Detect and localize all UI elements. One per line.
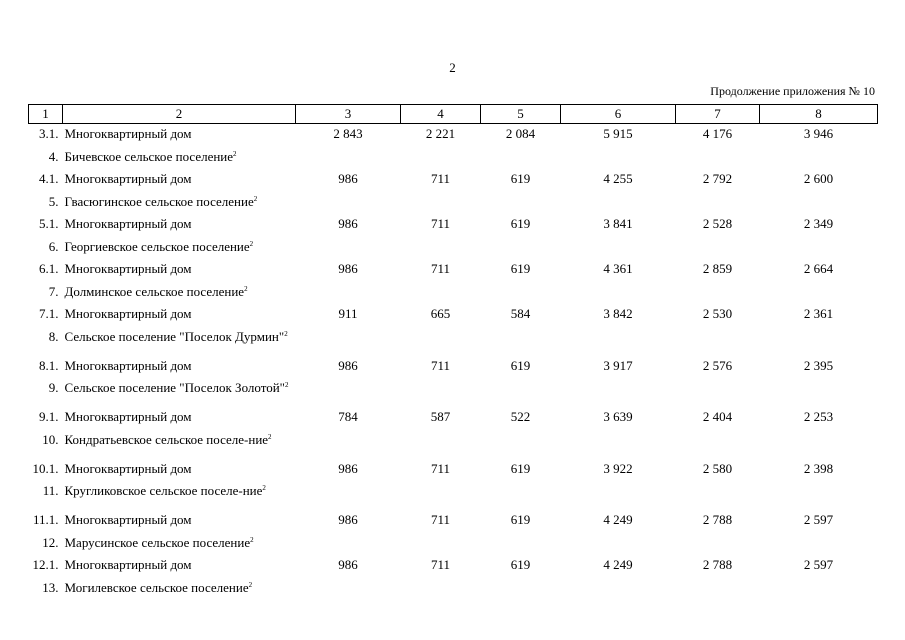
value-col-4: 711 xyxy=(430,512,451,527)
value-col-5: 619 xyxy=(510,460,531,476)
value-col-8 xyxy=(760,282,878,305)
row-name: Многоквартирный дом xyxy=(64,171,192,186)
row-name: Многоквартирный дом xyxy=(64,357,192,373)
footnote-mark: 2 xyxy=(285,381,289,389)
footnote-mark: 2 xyxy=(262,484,266,492)
value-col-5: 2 084 xyxy=(505,126,536,141)
row-number: 3.1. xyxy=(39,126,59,141)
value-col-8 xyxy=(760,481,878,510)
value-col-4: 711 xyxy=(430,261,451,276)
row-name: Многоквартирный дом xyxy=(64,126,192,141)
value-col-3: 784 xyxy=(338,409,358,424)
row-number: 7. xyxy=(48,283,59,299)
row-name-cell xyxy=(63,259,296,282)
row-name: Многоквартирный дом xyxy=(64,409,192,424)
value-col-3 xyxy=(296,378,401,407)
value-col-6: 3 639 xyxy=(603,409,633,424)
footnote-mark: 2 xyxy=(248,580,253,589)
value-col-7: 2 530 xyxy=(702,306,733,321)
value-col-6: 3 917 xyxy=(603,357,633,373)
value-col-5 xyxy=(481,192,561,215)
footnote-mark: 2 xyxy=(233,149,237,158)
footnote-mark: 2 xyxy=(284,329,288,338)
value-col-3 xyxy=(296,282,401,305)
value-col-8 xyxy=(760,327,878,356)
value-col-7 xyxy=(676,192,760,215)
footnote-mark: 2 xyxy=(249,239,254,248)
value-col-7 xyxy=(676,147,760,170)
value-col-8 xyxy=(760,147,878,170)
value-col-8 xyxy=(760,192,878,215)
value-col-6: 5 915 xyxy=(603,126,633,141)
value-col-7: 2 404 xyxy=(702,409,733,424)
header-cell: 7 xyxy=(676,105,760,124)
table-row xyxy=(29,430,878,459)
row-number: 9. xyxy=(48,380,59,395)
value-col-4: 711 xyxy=(430,557,451,572)
row-number: 6. xyxy=(48,238,59,254)
value-col-8: 2 664 xyxy=(803,261,834,276)
row-name-cell xyxy=(63,147,296,170)
value-col-7 xyxy=(676,327,760,356)
value-col-3 xyxy=(296,327,401,356)
table-row xyxy=(29,259,878,282)
value-col-3 xyxy=(296,578,401,601)
row-number: 6.1. xyxy=(39,261,59,276)
row-name-cell xyxy=(63,356,296,379)
value-col-4 xyxy=(401,430,481,459)
value-col-4: 665 xyxy=(430,306,451,321)
value-col-4: 711 xyxy=(430,171,451,186)
row-name-cell xyxy=(63,237,296,260)
row-name: Марусинское сельское поселение xyxy=(64,534,251,550)
value-col-7: 4 176 xyxy=(702,126,733,141)
value-col-6: 4 361 xyxy=(603,261,633,276)
value-col-4 xyxy=(401,378,481,407)
table-row xyxy=(29,169,878,192)
row-number: 13. xyxy=(42,579,59,595)
row-number: 12.1. xyxy=(32,557,59,572)
row-name-cell xyxy=(63,124,296,147)
value-col-5: 619 xyxy=(510,171,531,186)
table-row xyxy=(29,214,878,237)
row-name: Многоквартирный дом xyxy=(64,512,192,527)
row-name-cell xyxy=(63,214,296,237)
value-col-6: 4 255 xyxy=(603,171,633,186)
value-col-5 xyxy=(481,378,561,407)
row-number: 5.1. xyxy=(39,216,59,231)
value-col-3 xyxy=(296,237,401,260)
row-name-cell xyxy=(63,578,296,601)
value-col-3 xyxy=(296,147,401,170)
value-col-3 xyxy=(296,192,401,215)
value-col-8 xyxy=(760,378,878,407)
value-col-7 xyxy=(676,430,760,459)
row-name: Бичевское сельское поселение xyxy=(64,148,234,164)
row-number: 4.1. xyxy=(39,171,59,186)
row-number: 9.1. xyxy=(39,409,59,424)
row-name-cell xyxy=(63,327,296,356)
value-col-7: 2 528 xyxy=(702,216,733,231)
value-col-4 xyxy=(401,578,481,601)
value-col-5 xyxy=(481,282,561,305)
value-col-5 xyxy=(481,430,561,459)
value-col-5: 619 xyxy=(510,216,531,231)
footnote-mark: 2 xyxy=(268,432,272,441)
value-col-6 xyxy=(561,378,676,407)
row-name-cell xyxy=(63,169,296,192)
row-name: Сельское поселение "Поселок Дурмин" xyxy=(64,328,285,344)
value-col-4 xyxy=(401,237,481,260)
value-col-3: 986 xyxy=(338,557,358,572)
table-row xyxy=(29,510,878,533)
row-name: Кругликовское сельское поселе-ние xyxy=(64,483,263,498)
value-col-8 xyxy=(760,237,878,260)
row-name: Многоквартирный дом xyxy=(64,557,192,572)
value-col-8: 2 597 xyxy=(803,557,834,572)
value-col-3 xyxy=(296,533,401,556)
row-name: Сельское поселение "Поселок Золотой" xyxy=(64,380,285,395)
value-col-3: 986 xyxy=(338,357,358,373)
value-col-8: 3 946 xyxy=(803,126,834,141)
continuation-label: Продолжение приложения № 10 xyxy=(710,84,875,98)
value-col-5 xyxy=(481,481,561,510)
table-row xyxy=(29,147,878,170)
header-cell: 2 xyxy=(63,105,296,124)
value-col-6 xyxy=(561,327,676,356)
value-col-8: 2 395 xyxy=(803,357,834,373)
row-name: Могилевское сельское поселение xyxy=(64,579,249,595)
table-row xyxy=(29,237,878,260)
table-row xyxy=(29,481,878,510)
header-cell: 5 xyxy=(481,105,561,124)
value-col-3: 986 xyxy=(338,171,358,186)
row-name-cell xyxy=(63,192,296,215)
value-col-5 xyxy=(481,578,561,601)
value-col-7: 2 580 xyxy=(702,460,733,476)
value-col-4 xyxy=(401,192,481,215)
value-col-7: 2 792 xyxy=(702,171,733,186)
row-name: Многоквартирный дом xyxy=(64,261,192,276)
value-col-7 xyxy=(676,481,760,510)
value-col-4 xyxy=(401,147,481,170)
value-col-4 xyxy=(401,481,481,510)
row-name-cell xyxy=(63,430,296,459)
value-col-6 xyxy=(561,578,676,601)
value-col-3: 2 843 xyxy=(333,126,363,141)
table-row xyxy=(29,578,878,601)
table-row xyxy=(29,378,878,407)
table-row xyxy=(29,407,878,430)
row-name: Кондратьевское сельское поселе-ние xyxy=(64,431,269,447)
value-col-8: 2 349 xyxy=(803,216,834,231)
footnote-mark: 2 xyxy=(253,194,258,203)
row-name: Долминское сельское поселение xyxy=(64,283,245,299)
footnote-mark: 2 xyxy=(250,535,254,544)
table-row xyxy=(29,459,878,482)
footnote-mark: 2 xyxy=(244,284,248,293)
value-col-8 xyxy=(760,578,878,601)
value-col-7: 2 576 xyxy=(702,357,733,373)
value-col-4: 711 xyxy=(430,460,451,476)
table-row xyxy=(29,282,878,305)
value-col-6: 3 922 xyxy=(603,460,633,476)
row-name-cell xyxy=(63,378,296,407)
value-col-5: 619 xyxy=(510,512,531,527)
value-col-7 xyxy=(676,533,760,556)
value-col-6: 4 249 xyxy=(603,557,633,572)
row-name-cell xyxy=(63,481,296,510)
header-cell: 1 xyxy=(29,105,63,124)
value-col-4: 2 221 xyxy=(425,126,456,141)
value-col-7: 2 859 xyxy=(702,261,733,276)
value-col-5: 619 xyxy=(510,557,531,572)
table-row xyxy=(29,304,878,327)
table-row xyxy=(29,124,878,147)
row-name: Многоквартирный дом xyxy=(64,216,192,231)
table-row xyxy=(29,192,878,215)
row-name-cell xyxy=(63,459,296,482)
value-col-5 xyxy=(481,147,561,170)
value-col-6 xyxy=(561,430,676,459)
value-col-3 xyxy=(296,430,401,459)
row-number: 10. xyxy=(42,431,59,447)
value-col-6 xyxy=(561,147,676,170)
row-number: 12. xyxy=(42,534,59,550)
row-name-cell xyxy=(63,555,296,578)
row-number: 4. xyxy=(48,148,59,164)
value-col-4 xyxy=(401,282,481,305)
row-name-cell xyxy=(63,407,296,430)
row-number: 10.1. xyxy=(32,460,59,476)
value-col-5 xyxy=(481,237,561,260)
value-col-5: 584 xyxy=(510,306,531,321)
value-col-3: 986 xyxy=(338,512,358,527)
value-col-8: 2 253 xyxy=(803,409,834,424)
value-col-6: 3 841 xyxy=(603,216,633,231)
value-col-8: 2 600 xyxy=(803,171,834,186)
value-col-5: 522 xyxy=(510,409,531,424)
value-col-4: 711 xyxy=(430,357,451,373)
value-col-7: 2 788 xyxy=(702,557,733,572)
value-col-7 xyxy=(676,578,760,601)
header-cell: 8 xyxy=(760,105,878,124)
value-col-6: 4 249 xyxy=(603,512,633,527)
row-number: 7.1. xyxy=(39,306,59,321)
row-number: 8. xyxy=(48,328,59,344)
value-col-8 xyxy=(760,430,878,459)
row-number: 8.1. xyxy=(39,357,59,373)
row-name: Георгиевское сельское поселение xyxy=(64,238,250,254)
value-col-8: 2 597 xyxy=(803,512,834,527)
value-col-7 xyxy=(676,378,760,407)
row-number: 11. xyxy=(42,483,59,498)
row-number: 11.1. xyxy=(32,512,59,527)
value-col-3: 986 xyxy=(338,216,358,231)
row-name-cell xyxy=(63,533,296,556)
header-row xyxy=(29,105,878,124)
row-name-cell xyxy=(63,282,296,305)
table-row xyxy=(29,356,878,379)
value-col-6 xyxy=(561,282,676,305)
value-col-7 xyxy=(676,237,760,260)
value-col-8 xyxy=(760,533,878,556)
value-col-6 xyxy=(561,533,676,556)
value-col-8: 2 398 xyxy=(803,460,834,476)
value-col-6 xyxy=(561,237,676,260)
row-name: Многоквартирный дом xyxy=(64,306,192,321)
value-col-7: 2 788 xyxy=(702,512,733,527)
header-cell: 4 xyxy=(401,105,481,124)
row-name-cell xyxy=(63,510,296,533)
value-col-3: 911 xyxy=(338,306,358,321)
row-number: 5. xyxy=(48,193,59,209)
table-row xyxy=(29,533,878,556)
value-col-7 xyxy=(676,282,760,305)
table-row xyxy=(29,327,878,356)
value-col-4: 587 xyxy=(430,409,451,424)
value-col-3: 986 xyxy=(338,261,358,276)
value-col-5: 619 xyxy=(510,261,531,276)
value-col-5 xyxy=(481,533,561,556)
row-name: Гвасюгинское сельское поселение xyxy=(64,193,254,209)
row-name: Многоквартирный дом xyxy=(64,460,192,476)
value-col-4 xyxy=(401,327,481,356)
value-col-5: 619 xyxy=(510,357,531,373)
tariff-table xyxy=(28,104,878,600)
value-col-4: 711 xyxy=(430,216,451,231)
value-col-6 xyxy=(561,192,676,215)
value-col-8: 2 361 xyxy=(803,306,834,321)
value-col-6 xyxy=(561,481,676,510)
page-number: 2 xyxy=(449,60,456,75)
value-col-3 xyxy=(296,481,401,510)
value-col-6: 3 842 xyxy=(603,306,633,321)
value-col-5 xyxy=(481,327,561,356)
header-cell: 6 xyxy=(561,105,676,124)
row-name-cell xyxy=(63,304,296,327)
header-cell: 3 xyxy=(296,105,401,124)
value-col-4 xyxy=(401,533,481,556)
value-col-3: 986 xyxy=(338,460,358,476)
table-row xyxy=(29,555,878,578)
